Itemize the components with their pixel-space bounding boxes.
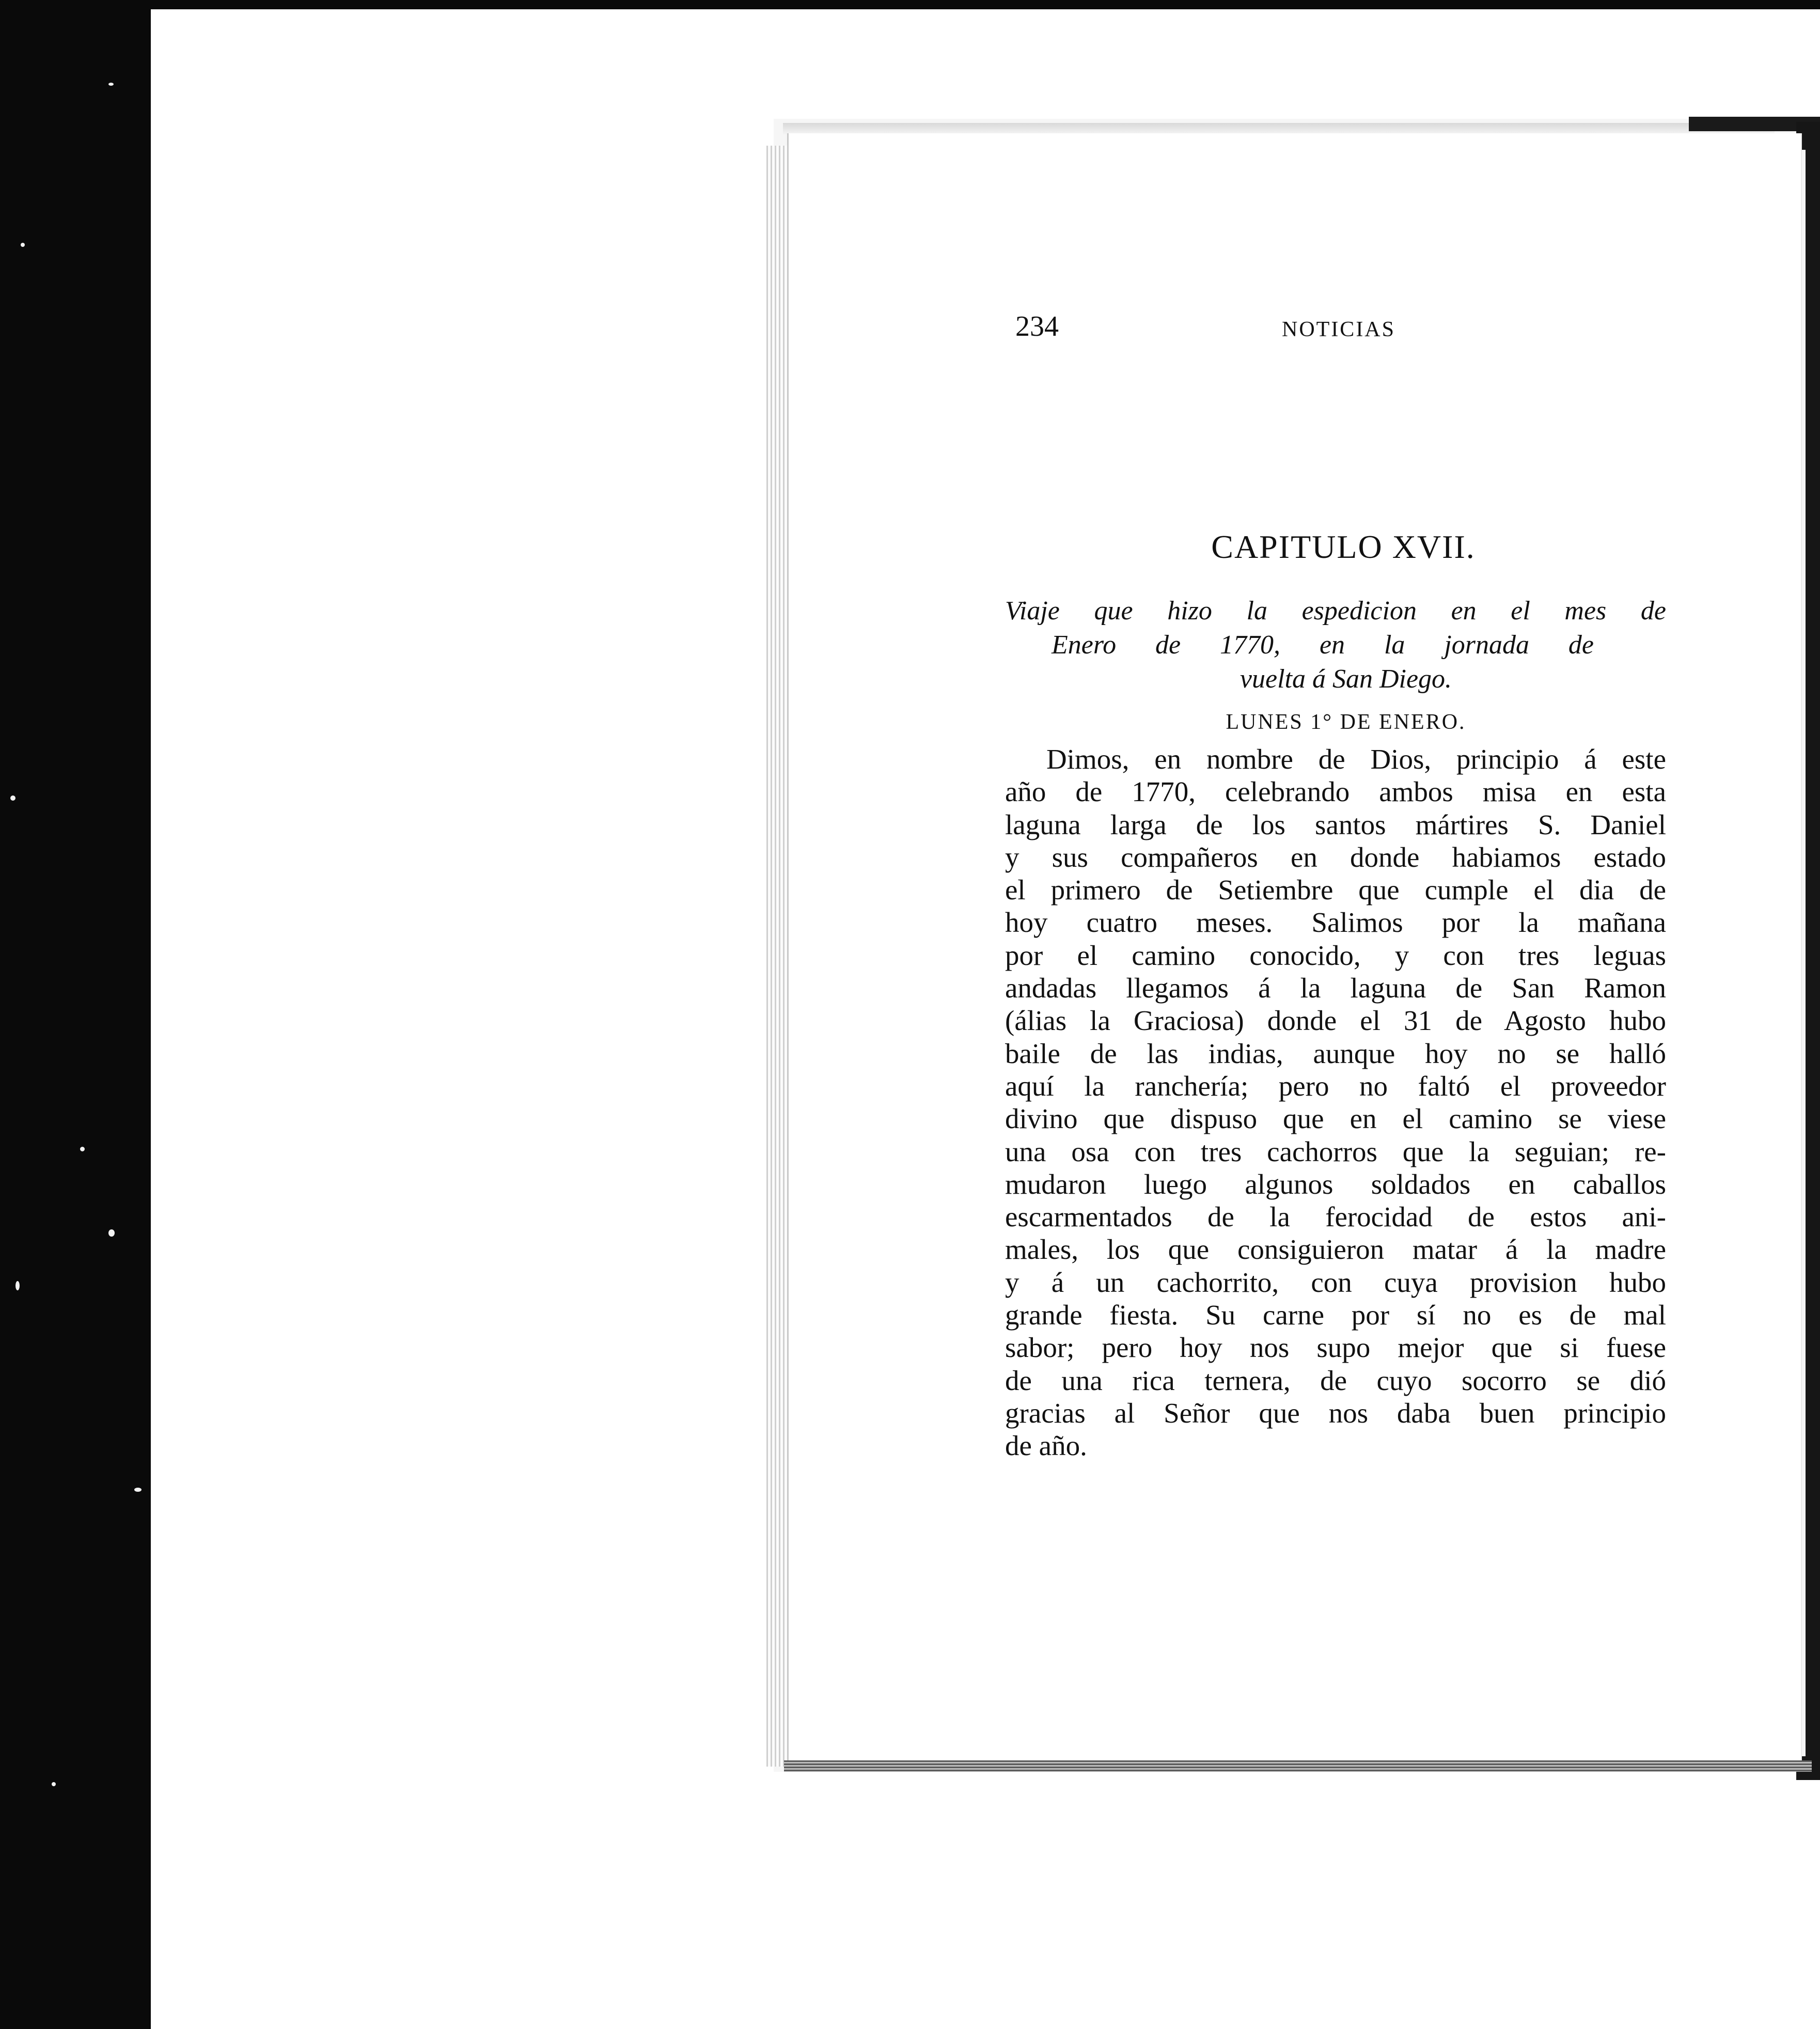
body-line: una osa con tres cachorros que la seguian; re- (1005, 1135, 1666, 1167)
body-line: aquí la ranchería; pero no faltó el proveedor (1005, 1070, 1666, 1102)
body-line: laguna larga de los santos mártires S. Daniel (1005, 808, 1666, 840)
scan-speck (21, 243, 25, 247)
scan-speck (15, 1281, 20, 1290)
body-line: de año. (1005, 1430, 1087, 1462)
scan-speck (108, 1229, 115, 1237)
body-line: divino que dispuso que en el camino se viese (1005, 1103, 1666, 1135)
body-line: Dimos, en nombre de Dios, principio á este (1046, 743, 1666, 775)
body-paragraph (1005, 743, 1666, 1462)
running-title: NOTICIAS (1282, 318, 1395, 341)
body-line: grande fiesta. Su carne por sí no es de mal (1005, 1299, 1666, 1331)
body-line: de una rica ternera, de cuyo socorro se dió (1005, 1364, 1666, 1396)
date-heading: LUNES 1° DE ENERO. (1226, 710, 1466, 734)
body-line: hoy cuatro meses. Salimos por la mañana (1005, 907, 1666, 939)
subtitle-line: vuelta á San Diego. (1240, 664, 1452, 694)
body-line: año de 1770, celebrando ambos misa en esta (1005, 776, 1666, 808)
body-line: males, los que consiguieron matar á la madre (1005, 1234, 1666, 1266)
scan-speck (80, 1147, 85, 1151)
body-line: escarmentados de la ferocidad de estos ani- (1005, 1201, 1666, 1233)
scan-speck (52, 1782, 56, 1786)
body-line: baile de las indias, aunque hoy no se halló (1005, 1037, 1666, 1069)
body-line: el primero de Setiembre que cumple el dia de (1005, 874, 1666, 906)
page-number: 234 (1015, 310, 1059, 342)
subtitle-line: Enero de 1770, en la jornada de (1052, 630, 1594, 660)
scan-speck (108, 83, 114, 86)
scan-speck (134, 1488, 142, 1492)
page-stack-edges (766, 146, 787, 1767)
scan-border-left (0, 0, 151, 2029)
page-text-block (1005, 310, 1666, 1462)
subtitle-line: Viaje que hizo la espedicion en el mes de (1005, 596, 1666, 626)
scan-speck (10, 795, 15, 801)
body-line: sabor; pero hoy nos supo mejor que si fuese (1005, 1332, 1666, 1364)
body-line: (álias la Graciosa) donde el 31 de Agosto hubo (1005, 1005, 1666, 1037)
page-bottom-edge (784, 1760, 1812, 1772)
body-line: y á un cachorrito, con cuya provision hubo (1005, 1266, 1666, 1298)
page-top-edge (783, 123, 1775, 134)
body-line: andadas llegamos á la laguna de San Ramon (1005, 972, 1666, 1004)
chapter-title: CAPITULO XVII. (1211, 528, 1476, 565)
body-line: por el camino conocido, y con tres leguas (1005, 939, 1666, 971)
body-line: gracias al Señor que nos daba buen principio (1005, 1397, 1666, 1429)
chapter-subtitle (1005, 594, 1666, 696)
body-line: mudaron luego algunos soldados en caballos (1005, 1168, 1666, 1200)
scan-border-top (151, 0, 1820, 9)
running-head (1005, 310, 1666, 351)
body-line: y sus compañeros en donde habiamos estado (1005, 841, 1666, 873)
